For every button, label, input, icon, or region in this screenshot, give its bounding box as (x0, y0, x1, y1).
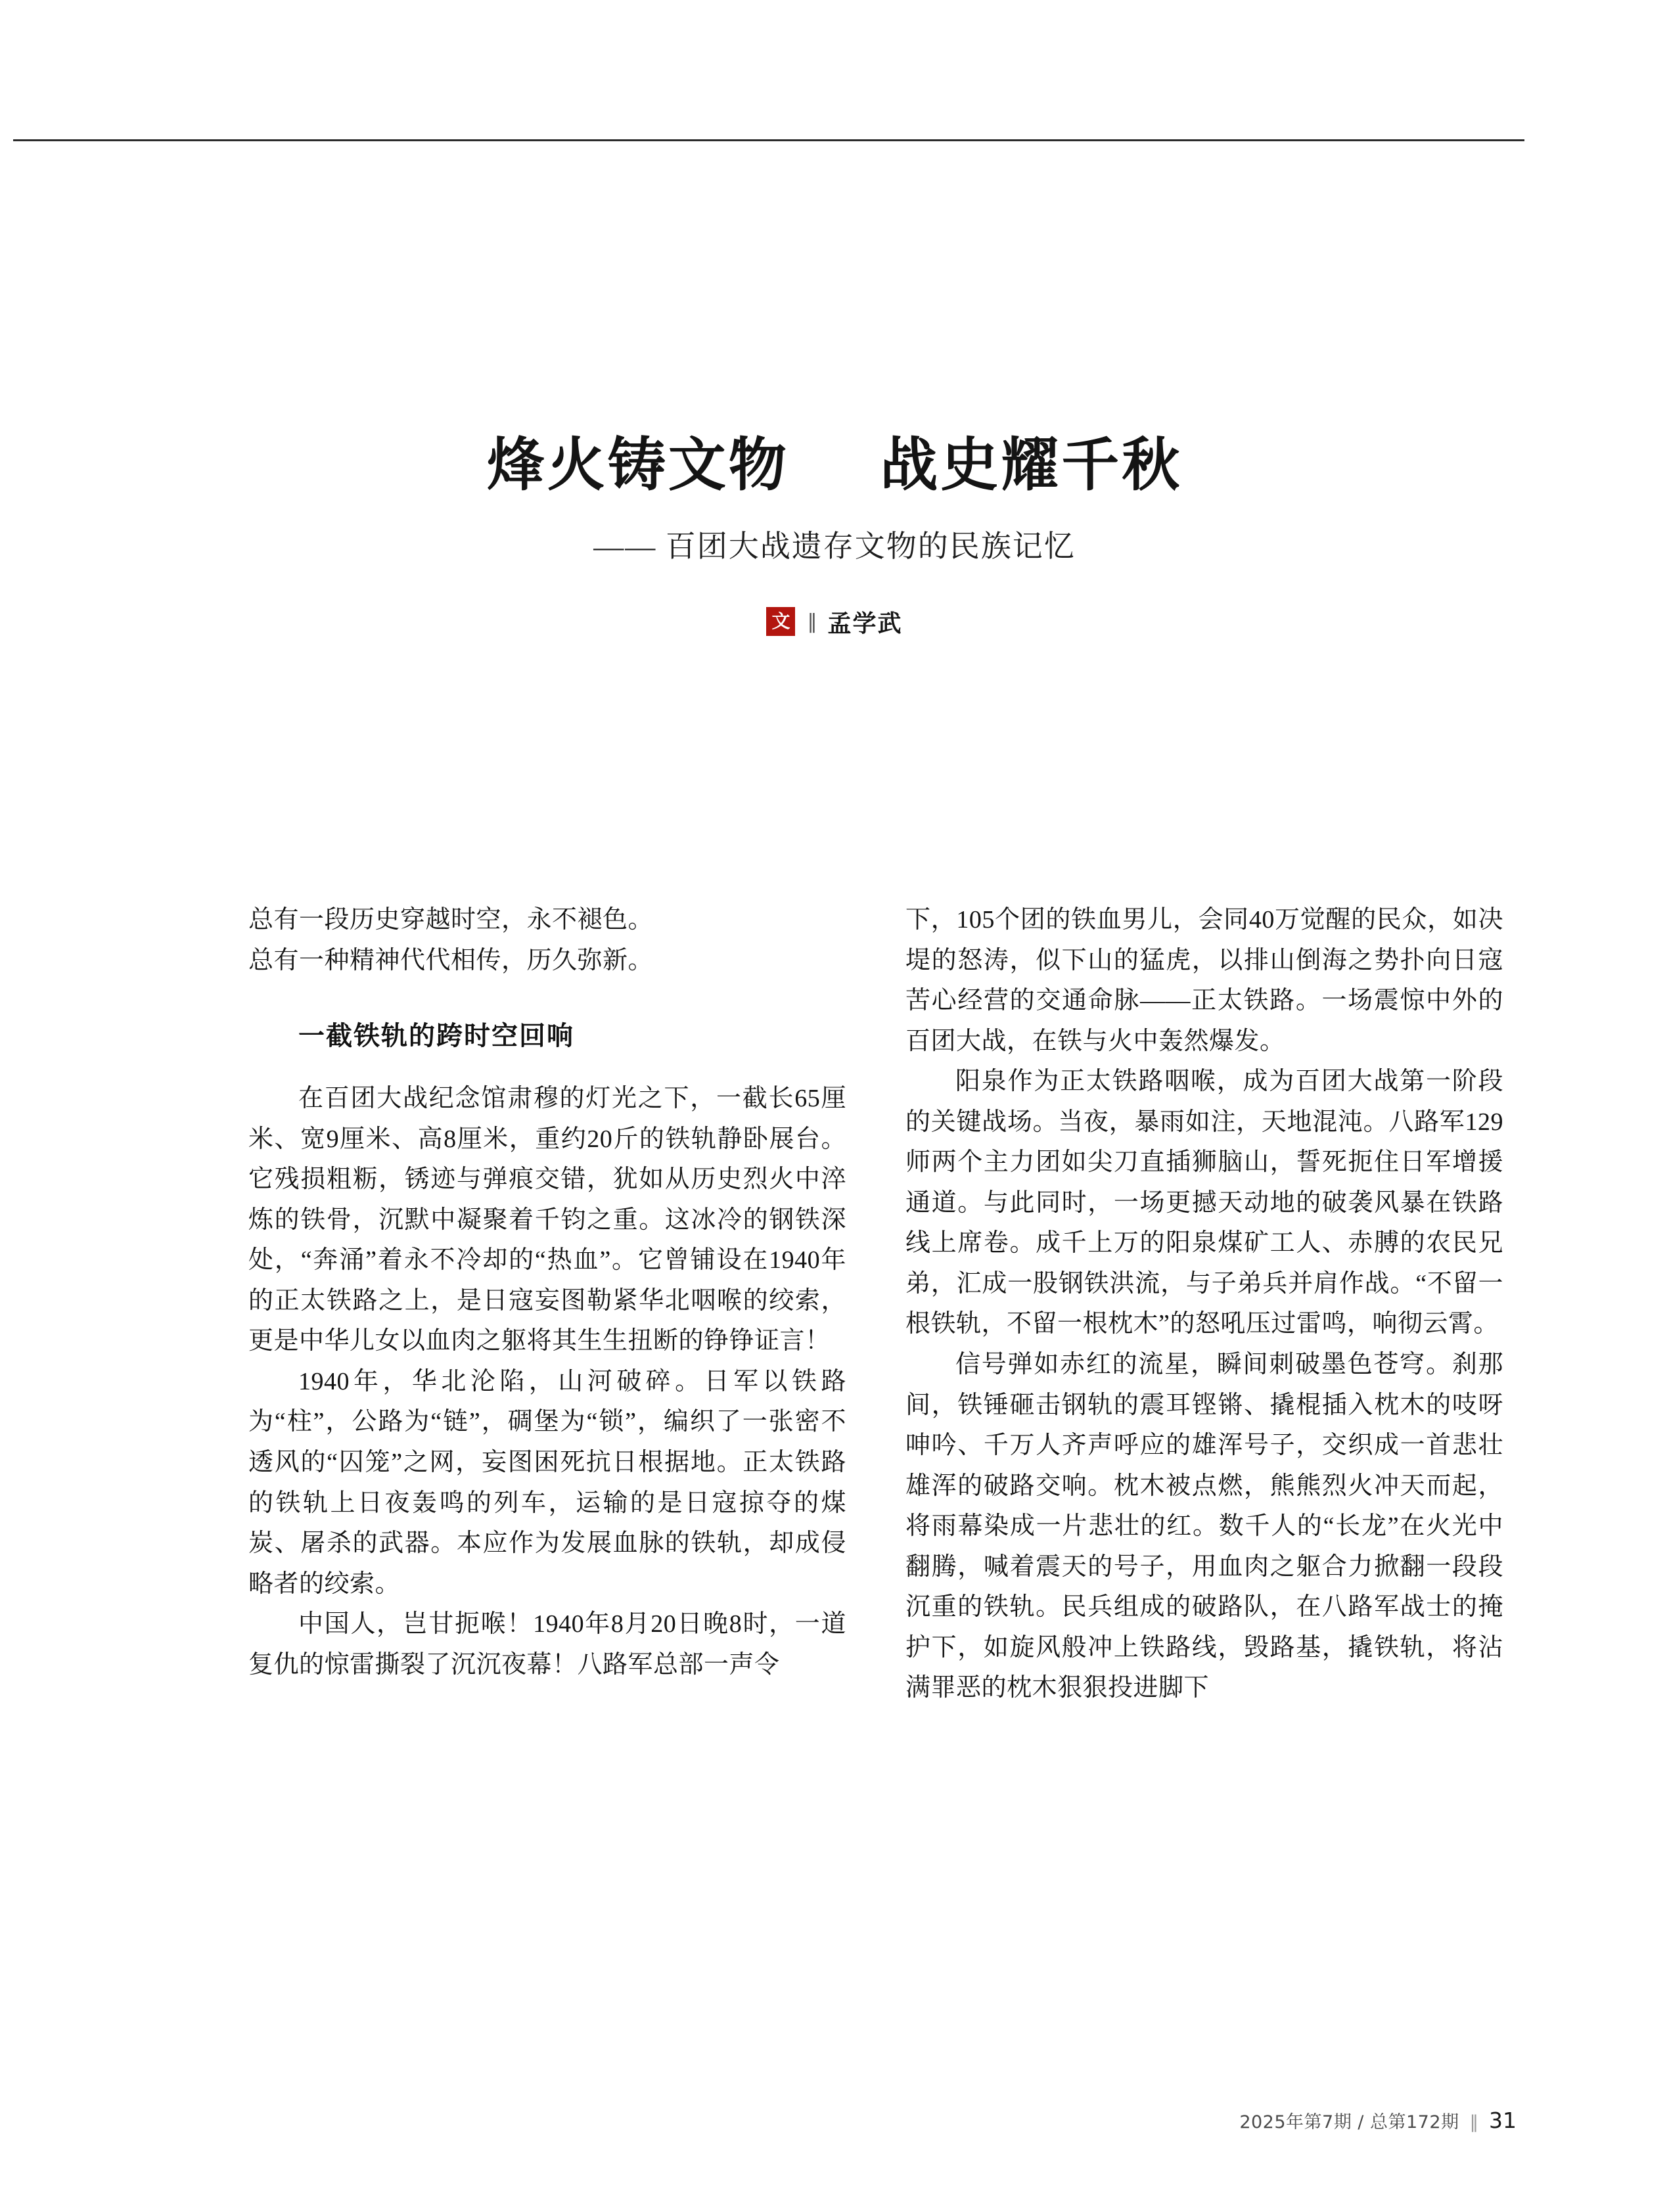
header-rule (13, 139, 1524, 141)
title-block (0, 431, 1669, 639)
byline-badge: 文 (766, 607, 795, 636)
page-subtitle: —— 百团大战遗存文物的民族记忆 (593, 529, 1076, 563)
paragraph: 下，105个团的铁血男儿，会同40万觉醒的民众，如决堤的怒涛，似下山的猛虎，以排山倒海之势扑向日寇苦心经营的交通命脉——正太铁路。一场震惊中外的百团大战，在铁与火中轰然爆发。 (905, 906, 1503, 1055)
paragraph: 1940年，华北沦陷，山河破碎。日军以铁路为“柱”，公路为“链”，碉堡为“锁”，编织了一张密不透风的“囚笼”之网，妄图困死抗日根据地。正太铁路的铁轨上日夜轰鸣的列车，运输的是日寇掠夺的煤炭、屠杀的武器。本应作为发展血脉的铁轨，却成侵略者的绞索。 (248, 1367, 846, 1598)
byline-author: 孟学武 (827, 610, 903, 637)
byline-separator-icon: ‖ (807, 610, 816, 633)
paragraph: 中国人，岂甘扼喉！1940年8月20日晚8时，一道复仇的惊雷撕裂了沉沉夜幕！八路军总部一声令 (248, 1610, 846, 1679)
section-heading: 一截铁轨的跨时空回响 (298, 1021, 574, 1052)
page-number: 31 (1489, 2108, 1517, 2133)
page-footer (1239, 2108, 1517, 2133)
paragraph: 总有一段历史穿越时空，永不褪色。 (248, 906, 654, 934)
left-column (248, 900, 846, 1709)
paragraph: 阳泉作为正太铁路咽喉，成为百团大战第一阶段的关键战场。当夜，暴雨如注，天地混沌。八路军129师两个主力团如尖刀直插狮脑山，誓死扼住日军增援通道。与此同时，一场更撼天动地的破袭风暴在铁路线上席卷。成千上万的阳泉煤矿工人、赤膊的农民兄弟，汇成一股钢铁洪流，与子弟兵并肩作战。“不留一根铁轨，不留一根枕木”的怒吼压过雷鸣，响彻云霄。 (905, 1068, 1503, 1338)
right-column (905, 900, 1503, 1709)
paragraph: 总有一种精神代代相传，历久弥新。 (248, 946, 654, 974)
paragraph: 信号弹如赤红的流星，瞬间刺破墨色苍穹。刹那间，铁锤砸击钢轨的震耳铿锵、撬棍插入枕木的吱呀呻吟、千万人齐声呼应的雄浑号子，交织成一首悲壮雄浑的破路交响。枕木被点燃，熊熊烈火冲天而起，将雨幕染成一片悲壮的红。数千人的“长龙”在火光中翻腾，喊着震天的号子，用血肉之躯合力掀翻一段段沉重的铁轨。民兵组成的破路队，在八路军战士的掩护下，如旋风般冲上铁路线，毁路基，撬铁轨，将沾满罪恶的枕木狠狠投进脚下 (905, 1351, 1503, 1702)
page-title: 烽火铸文物 战史耀千秋 (486, 431, 1183, 499)
byline (0, 605, 1669, 639)
body-columns (248, 900, 1503, 1709)
footer-separator-icon: ‖ (1469, 2112, 1478, 2133)
footer-issue: 2025年第7期 / 总第172期 (1239, 2112, 1459, 2133)
paragraph: 在百团大战纪念馆肃穆的灯光之下，一截长65厘米、宽9厘米、高8厘米，重约20斤的铁轨静卧展台。它残损粗粝，锈迹与弹痕交错，犹如从历史烈火中淬炼的铁骨，沉默中凝聚着千钧之重。这冰冷的钢铁深处，“奔涌”着永不冷却的“热血”。它曾铺设在1940年的正太铁路之上，是日寇妄图勒紧华北咽喉的绞索，更是中华儿女以血肉之躯将其生生扭断的铮铮证言！ (248, 1085, 846, 1355)
